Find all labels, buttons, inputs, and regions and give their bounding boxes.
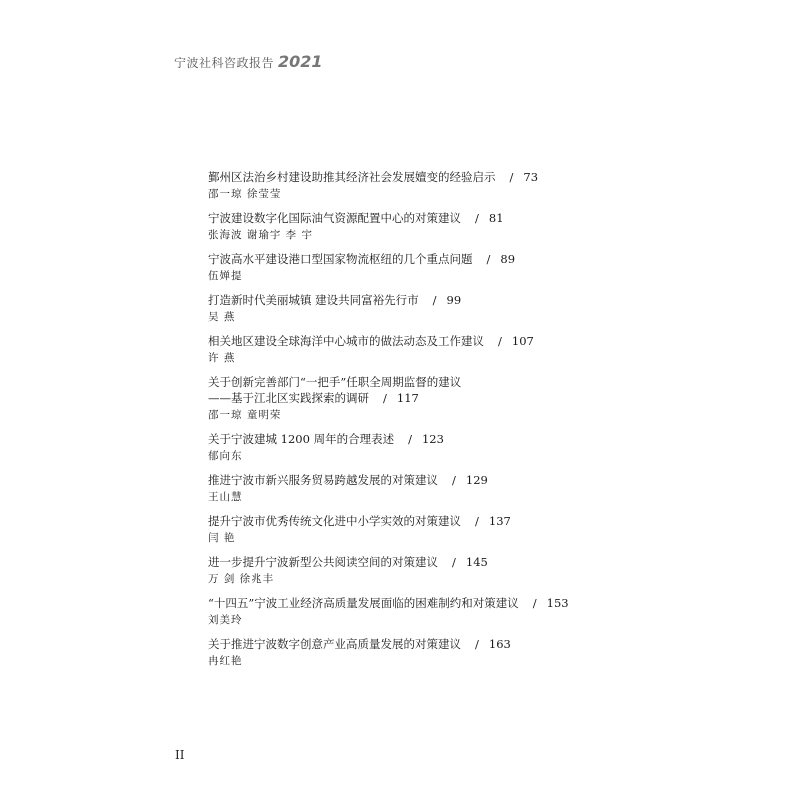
toc-entry-page: 145 <box>465 555 488 569</box>
toc-entry-title: 提升宁波市优秀传统文化进中小学实效的对策建议 <box>208 514 461 528</box>
toc-entry-title: 相关地区建设全球海洋中心城市的做法动态及工作建议 <box>208 334 484 348</box>
toc-entry-separator: / <box>486 252 491 266</box>
toc-entry <box>208 292 628 324</box>
toc-entry-title: 关于宁波建城 1200 周年的合理表述 <box>208 432 395 446</box>
toc-entry-page: 117 <box>396 391 419 405</box>
toc-entry-title: 推进宁波市新兴服务贸易跨越发展的对策建议 <box>208 473 438 487</box>
toc-entry-separator: / <box>532 596 537 610</box>
toc-entry-authors: 刘美玲 <box>208 614 243 626</box>
toc-entry-page: 73 <box>523 170 539 184</box>
toc-entry-page: 137 <box>488 514 511 528</box>
toc-entry-title: 关于推进宁波数字创意产业高质量发展的对策建议 <box>208 637 461 651</box>
toc-entry-separator: / <box>408 432 412 446</box>
toc-entry-authors: 吴 燕 <box>208 311 236 323</box>
toc-entry-title: 宁波高水平建设港口型国家物流枢纽的几个重点问题 <box>208 252 473 266</box>
toc-entry-separator: / <box>452 473 456 487</box>
toc-entry-title: 进一步提升宁波新型公共阅读空间的对策建议 <box>208 555 438 569</box>
running-head-year: 2021 <box>278 52 323 71</box>
toc-entry-authors: 张海波 谢瑜宇 李 宇 <box>208 229 314 241</box>
toc-entry-page: 99 <box>446 293 462 307</box>
toc-entry-page: 89 <box>500 252 516 266</box>
toc-entry-authors: 邵一琼 童明荣 <box>208 409 282 421</box>
toc-entry-page: 123 <box>421 432 444 446</box>
toc-entry <box>208 472 628 504</box>
toc-entry-authors: 王山慧 <box>208 491 243 503</box>
toc-entry <box>208 513 628 545</box>
toc-entry-separator: / <box>475 211 479 225</box>
toc-entry-page: 153 <box>546 596 569 610</box>
running-head <box>174 52 323 71</box>
toc-entry-separator: / <box>432 293 437 307</box>
toc-entry-page: 163 <box>488 637 511 651</box>
toc-entry-authors: 伍婵提 <box>208 270 243 282</box>
toc-entry-title: 鄞州区法治乡村建设助推其经济社会发展嬗变的经验启示 <box>208 170 496 184</box>
toc-entry-title: “十四五”宁波工业经济高质量发展面临的困难制约和对策建议 <box>208 596 519 610</box>
toc-entry-authors: 万 剑 徐兆丰 <box>208 573 275 585</box>
toc-entry-authors: 闫 艳 <box>208 532 236 544</box>
toc-entry <box>208 169 628 201</box>
toc-entry-separator: / <box>475 637 479 651</box>
toc-entry-separator: / <box>475 514 479 528</box>
toc-entry <box>208 636 628 668</box>
toc-entry-authors: 郁向东 <box>208 450 243 462</box>
page-number: II <box>175 748 185 762</box>
toc-entry-authors: 邵一琼 徐莹莹 <box>208 188 282 200</box>
toc-entry <box>208 210 628 242</box>
toc-entry <box>208 554 628 586</box>
toc-entry-separator: / <box>383 391 387 405</box>
toc-entry-page: 129 <box>465 473 488 487</box>
toc-entry-title: 宁波建设数字化国际油气资源配置中心的对策建议 <box>208 211 461 225</box>
toc-entry-subtitle: ——基于江北区实践探索的调研 <box>208 391 369 405</box>
toc-entry-title: 关于创新完善部门“一把手”任职全周期监督的建议 <box>208 375 462 389</box>
toc-entry-separator: / <box>509 170 514 184</box>
toc-entry <box>208 374 628 422</box>
toc-entry <box>208 333 628 365</box>
toc-entry-page: 81 <box>488 211 504 225</box>
toc-entry-authors: 冉红艳 <box>208 655 243 667</box>
toc-entry-page: 107 <box>511 334 534 348</box>
toc-entry-separator: / <box>452 555 456 569</box>
running-head-series: 宁波社科咨政报告 <box>174 56 275 70</box>
toc-entry <box>208 595 628 627</box>
toc-entry <box>208 431 628 463</box>
toc-entry <box>208 251 628 283</box>
toc-entry-separator: / <box>498 334 502 348</box>
toc-entry-title: 打造新时代美丽城镇 建设共同富裕先行市 <box>208 293 419 307</box>
toc-entry-authors: 许 燕 <box>208 352 236 364</box>
